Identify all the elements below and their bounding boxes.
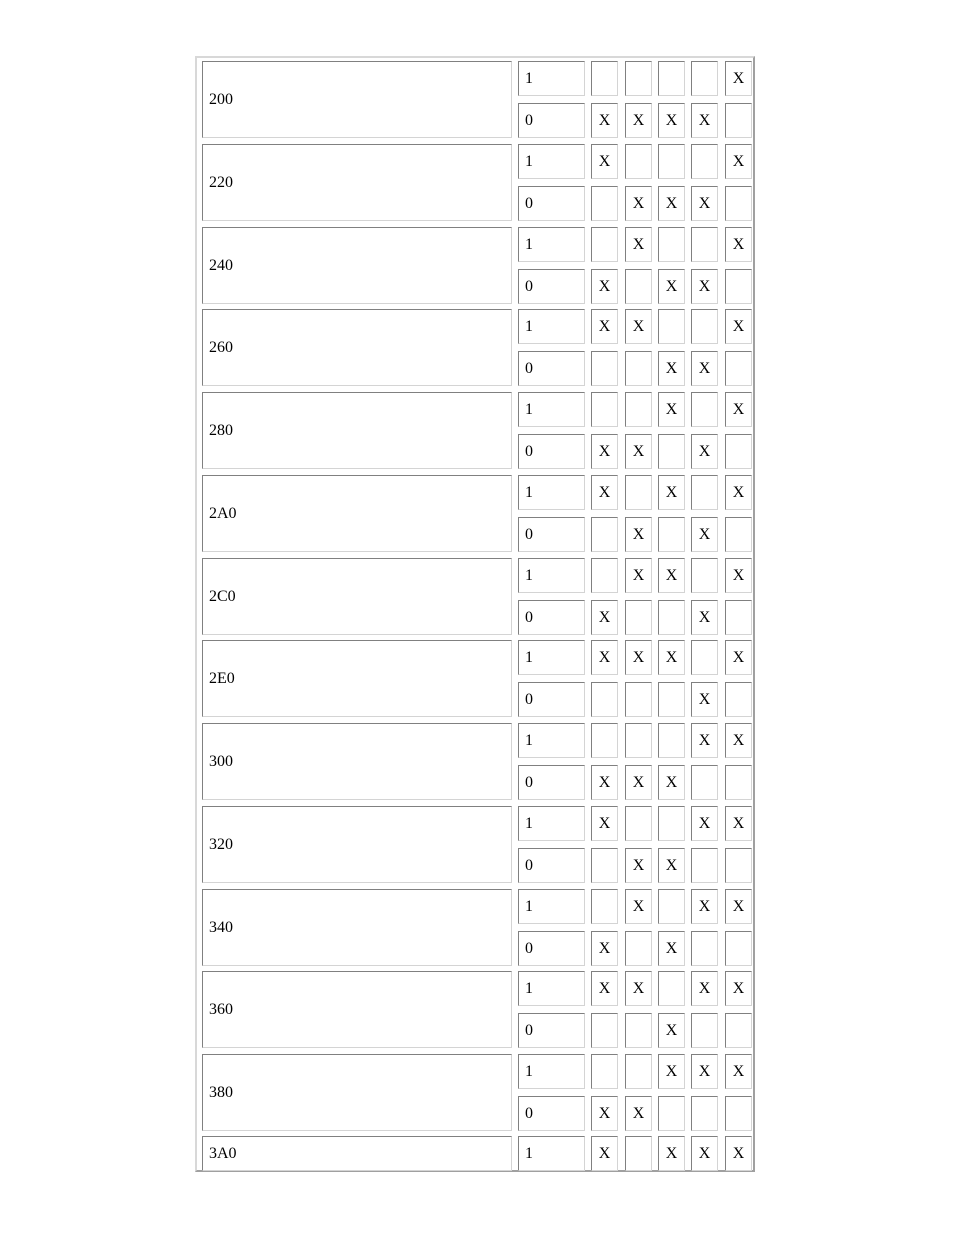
mark-cell-text: X — [698, 525, 711, 543]
bit-cell-1-text: 1 — [525, 1144, 533, 1162]
mark-cell — [625, 309, 652, 344]
mark-cell-text: X — [732, 317, 745, 335]
mark-cell-text: X — [732, 152, 745, 170]
mark-cell — [725, 227, 752, 262]
bit-cell-1 — [518, 889, 585, 924]
mark-cell — [625, 682, 652, 717]
mark-cell — [691, 434, 718, 469]
mark-cell — [691, 475, 718, 510]
mark-cell — [725, 1054, 752, 1089]
mark-cell — [591, 186, 618, 221]
mark-cell — [658, 1054, 685, 1089]
mark-cell — [591, 1054, 618, 1089]
bit-cell-1 — [518, 61, 585, 96]
mark-cell-text: X — [732, 731, 745, 749]
mark-cell — [658, 889, 685, 924]
bit-cell-1 — [518, 640, 585, 675]
mark-cell-text: X — [598, 939, 611, 957]
mark-cell — [625, 765, 652, 800]
mark-cell — [725, 1096, 752, 1131]
mark-cell — [658, 931, 685, 966]
address-cell — [202, 475, 512, 552]
bit-cell-0-text: 0 — [525, 1104, 533, 1122]
mark-cell — [725, 475, 752, 510]
mark-cell — [591, 61, 618, 96]
bit-cell-0 — [518, 765, 585, 800]
mark-cell — [658, 227, 685, 262]
bit-cell-1-text: 1 — [525, 731, 533, 749]
mark-cell — [691, 1054, 718, 1089]
mark-cell-text: X — [665, 111, 678, 129]
mark-cell — [691, 1096, 718, 1131]
mark-cell — [725, 144, 752, 179]
bit-cell-1 — [518, 227, 585, 262]
mark-cell — [658, 269, 685, 304]
mark-cell — [658, 1136, 685, 1171]
mark-cell — [725, 269, 752, 304]
mark-cell — [691, 269, 718, 304]
address-cell-text: 380 — [209, 1083, 233, 1101]
mark-cell-text: X — [665, 566, 678, 584]
bit-cell-0 — [518, 1096, 585, 1131]
mark-cell — [625, 434, 652, 469]
bit-cell-0-text: 0 — [525, 525, 533, 543]
mark-cell — [625, 61, 652, 96]
mark-cell — [691, 682, 718, 717]
mark-cell-text: X — [598, 483, 611, 501]
mark-cell — [725, 517, 752, 552]
address-cell-text: 240 — [209, 256, 233, 274]
address-cell — [202, 723, 512, 800]
mark-cell — [591, 144, 618, 179]
mark-cell — [591, 971, 618, 1006]
bit-cell-0 — [518, 848, 585, 883]
bit-cell-1-text: 1 — [525, 317, 533, 335]
bit-cell-1-text: 1 — [525, 897, 533, 915]
mark-cell — [591, 269, 618, 304]
bit-cell-0 — [518, 351, 585, 386]
mark-cell-text: X — [632, 235, 645, 253]
mark-cell — [658, 806, 685, 841]
bit-cell-0 — [518, 517, 585, 552]
mark-cell-text: X — [732, 648, 745, 666]
mark-cell — [658, 144, 685, 179]
mark-cell — [691, 558, 718, 593]
mark-cell — [625, 600, 652, 635]
mark-cell — [591, 889, 618, 924]
bit-cell-1-text: 1 — [525, 69, 533, 87]
mark-cell-text: X — [598, 979, 611, 997]
mark-cell-text: X — [665, 1062, 678, 1080]
mark-cell-text: X — [665, 939, 678, 957]
mark-cell-text: X — [732, 483, 745, 501]
bit-cell-0-text: 0 — [525, 442, 533, 460]
mark-cell-text: X — [665, 773, 678, 791]
address-cell — [202, 1054, 512, 1131]
address-cell-text: 200 — [209, 90, 233, 108]
mark-cell — [591, 475, 618, 510]
mark-cell-text: X — [632, 525, 645, 543]
mark-cell — [691, 971, 718, 1006]
mark-cell — [725, 848, 752, 883]
mark-cell-text: X — [632, 773, 645, 791]
mark-cell — [625, 889, 652, 924]
mark-cell-text: X — [698, 690, 711, 708]
mark-cell — [658, 186, 685, 221]
mark-cell-text: X — [698, 731, 711, 749]
bit-cell-1-text: 1 — [525, 979, 533, 997]
bit-cell-0 — [518, 103, 585, 138]
bit-cell-0-text: 0 — [525, 1021, 533, 1039]
mark-cell — [591, 723, 618, 758]
mark-cell — [691, 392, 718, 427]
mark-cell-text: X — [732, 979, 745, 997]
bit-cell-1 — [518, 971, 585, 1006]
mark-cell — [658, 309, 685, 344]
mark-cell — [658, 558, 685, 593]
address-cell-text: 340 — [209, 918, 233, 936]
mark-cell — [625, 103, 652, 138]
mark-cell — [658, 971, 685, 1006]
mark-cell-text: X — [732, 814, 745, 832]
mark-cell — [625, 1013, 652, 1048]
mark-cell-text: X — [598, 317, 611, 335]
mark-cell — [658, 351, 685, 386]
mark-cell — [691, 1013, 718, 1048]
mark-cell — [691, 848, 718, 883]
address-cell — [202, 227, 512, 304]
address-cell — [202, 889, 512, 966]
bit-cell-0-text: 0 — [525, 690, 533, 708]
bit-cell-1-text: 1 — [525, 566, 533, 584]
bit-cell-1-text: 1 — [525, 235, 533, 253]
mark-cell — [591, 103, 618, 138]
mark-cell — [591, 640, 618, 675]
mark-cell — [658, 723, 685, 758]
mark-cell — [725, 186, 752, 221]
mark-cell — [591, 1013, 618, 1048]
mark-cell — [625, 806, 652, 841]
mark-cell-text: X — [732, 400, 745, 418]
mark-cell — [691, 931, 718, 966]
mark-cell — [725, 1013, 752, 1048]
mark-cell — [725, 558, 752, 593]
mark-cell — [691, 61, 718, 96]
mark-cell — [725, 806, 752, 841]
mark-cell-text: X — [698, 359, 711, 377]
mark-cell-text: X — [698, 979, 711, 997]
mark-cell — [691, 227, 718, 262]
mark-cell — [658, 61, 685, 96]
mark-cell — [625, 144, 652, 179]
mark-cell-text: X — [632, 111, 645, 129]
mark-cell — [691, 144, 718, 179]
mark-cell-text: X — [665, 648, 678, 666]
mark-cell-text: X — [698, 194, 711, 212]
mark-cell-text: X — [665, 359, 678, 377]
mark-cell — [691, 517, 718, 552]
mark-cell — [591, 600, 618, 635]
mark-cell — [725, 931, 752, 966]
mark-cell-text: X — [665, 277, 678, 295]
mark-cell — [725, 309, 752, 344]
mark-cell — [725, 723, 752, 758]
address-cell-text: 2A0 — [209, 504, 237, 522]
mark-cell — [691, 889, 718, 924]
mark-cell — [658, 392, 685, 427]
bit-cell-0-text: 0 — [525, 608, 533, 626]
bit-cell-1-text: 1 — [525, 483, 533, 501]
mark-cell — [691, 806, 718, 841]
bit-cell-1 — [518, 806, 585, 841]
mark-cell — [658, 848, 685, 883]
bit-cell-1-text: 1 — [525, 400, 533, 418]
mark-cell — [625, 971, 652, 1006]
mark-cell-text: X — [632, 194, 645, 212]
mark-cell — [691, 723, 718, 758]
bit-cell-1-text: 1 — [525, 1062, 533, 1080]
address-cell-text: 300 — [209, 752, 233, 770]
mark-cell — [591, 682, 618, 717]
mark-cell-text: X — [632, 648, 645, 666]
address-cell-text: 2C0 — [209, 587, 236, 605]
bit-cell-0 — [518, 682, 585, 717]
mark-cell-text: X — [598, 277, 611, 295]
mark-cell-text: X — [598, 442, 611, 460]
mark-cell-text: X — [665, 483, 678, 501]
mark-cell — [591, 931, 618, 966]
mark-cell-text: X — [598, 648, 611, 666]
mark-cell — [691, 351, 718, 386]
mark-cell — [591, 434, 618, 469]
bit-cell-1 — [518, 475, 585, 510]
address-cell — [202, 309, 512, 386]
bit-cell-1 — [518, 309, 585, 344]
bit-cell-0 — [518, 1013, 585, 1048]
bit-cell-0 — [518, 600, 585, 635]
bit-cell-1 — [518, 558, 585, 593]
address-cell-text: 280 — [209, 421, 233, 439]
mark-cell-text: X — [698, 277, 711, 295]
mark-cell — [658, 475, 685, 510]
address-cell — [202, 971, 512, 1048]
mark-cell-text: X — [665, 400, 678, 418]
mark-cell — [725, 765, 752, 800]
address-cell — [202, 144, 512, 221]
mark-cell-text: X — [632, 317, 645, 335]
mark-cell-text: X — [665, 856, 678, 874]
mark-cell — [691, 640, 718, 675]
address-cell-text: 220 — [209, 173, 233, 191]
mark-cell — [725, 351, 752, 386]
mark-cell-text: X — [598, 152, 611, 170]
mark-cell — [658, 600, 685, 635]
mark-cell-text: X — [598, 608, 611, 626]
bit-cell-0 — [518, 931, 585, 966]
mark-cell-text: X — [665, 194, 678, 212]
mark-cell-text: X — [698, 897, 711, 915]
mark-cell-text: X — [632, 566, 645, 584]
mark-cell — [691, 1136, 718, 1171]
mark-cell — [691, 186, 718, 221]
address-cell-text: 260 — [209, 338, 233, 356]
mark-cell — [658, 682, 685, 717]
mark-cell-text: X — [732, 69, 745, 87]
mark-cell — [591, 1096, 618, 1131]
mark-cell — [625, 558, 652, 593]
mark-cell — [625, 1136, 652, 1171]
mark-cell — [591, 227, 618, 262]
mark-cell-text: X — [698, 814, 711, 832]
address-cell-text: 2E0 — [209, 669, 235, 687]
mark-cell — [725, 61, 752, 96]
mark-cell-text: X — [632, 897, 645, 915]
mark-cell — [625, 351, 652, 386]
bit-cell-0 — [518, 186, 585, 221]
bit-cell-1 — [518, 1054, 585, 1089]
mark-cell — [625, 1054, 652, 1089]
mark-cell-text: X — [598, 1104, 611, 1122]
mark-cell — [625, 1096, 652, 1131]
address-cell-text: 320 — [209, 835, 233, 853]
mark-cell — [725, 600, 752, 635]
address-cell-text: 3A0 — [209, 1144, 237, 1162]
mark-cell — [725, 640, 752, 675]
bit-cell-0-text: 0 — [525, 111, 533, 129]
mark-cell-text: X — [632, 1104, 645, 1122]
mark-cell-text: X — [698, 442, 711, 460]
mark-cell — [591, 392, 618, 427]
bit-cell-1 — [518, 1136, 585, 1171]
address-cell — [202, 61, 512, 138]
mark-cell — [725, 1136, 752, 1171]
mark-cell-text: X — [665, 1021, 678, 1039]
mark-cell — [625, 186, 652, 221]
mark-cell-text: X — [698, 1062, 711, 1080]
mark-cell — [591, 1136, 618, 1171]
bit-cell-0-text: 0 — [525, 939, 533, 957]
address-cell — [202, 558, 512, 635]
mark-cell-text: X — [698, 111, 711, 129]
mark-cell-text: X — [732, 235, 745, 253]
mark-cell — [591, 848, 618, 883]
mark-cell-text: X — [598, 111, 611, 129]
mark-cell — [625, 848, 652, 883]
mark-cell — [625, 475, 652, 510]
bit-cell-1 — [518, 144, 585, 179]
mark-cell — [591, 351, 618, 386]
address-cell — [202, 1136, 512, 1171]
mark-cell — [725, 971, 752, 1006]
bit-cell-0 — [518, 269, 585, 304]
mark-cell-text: X — [665, 1144, 678, 1162]
bit-cell-1 — [518, 392, 585, 427]
mark-cell — [591, 517, 618, 552]
mark-cell — [691, 309, 718, 344]
mark-cell — [658, 517, 685, 552]
address-cell-text: 360 — [209, 1000, 233, 1018]
mark-cell-text: X — [732, 1062, 745, 1080]
mark-cell — [658, 1096, 685, 1131]
mark-cell — [691, 600, 718, 635]
mark-cell — [591, 806, 618, 841]
mark-cell — [725, 392, 752, 427]
mark-cell — [625, 227, 652, 262]
bit-cell-0 — [518, 434, 585, 469]
bit-cell-0-text: 0 — [525, 856, 533, 874]
mark-cell — [658, 434, 685, 469]
mark-cell — [725, 103, 752, 138]
mark-cell-text: X — [632, 856, 645, 874]
mark-cell-text: X — [698, 1144, 711, 1162]
mark-cell — [591, 558, 618, 593]
bit-cell-1 — [518, 723, 585, 758]
address-cell — [202, 640, 512, 717]
bit-cell-1-text: 1 — [525, 814, 533, 832]
mark-cell-text: X — [732, 897, 745, 915]
bit-cell-0-text: 0 — [525, 773, 533, 791]
mark-cell — [725, 889, 752, 924]
bit-cell-0-text: 0 — [525, 277, 533, 295]
mark-cell — [658, 765, 685, 800]
mark-cell-text: X — [698, 608, 711, 626]
bit-cell-1-text: 1 — [525, 152, 533, 170]
mark-cell-text: X — [732, 1144, 745, 1162]
mark-cell — [691, 765, 718, 800]
mark-cell — [625, 269, 652, 304]
mark-cell — [725, 434, 752, 469]
mark-cell — [591, 765, 618, 800]
bit-cell-1-text: 1 — [525, 648, 533, 666]
mark-cell — [591, 309, 618, 344]
address-cell — [202, 806, 512, 883]
mark-cell-text: X — [598, 1144, 611, 1162]
mark-cell — [625, 723, 652, 758]
mark-cell — [625, 517, 652, 552]
mark-cell — [625, 392, 652, 427]
bit-cell-0-text: 0 — [525, 359, 533, 377]
mark-cell — [658, 1013, 685, 1048]
mark-cell — [625, 931, 652, 966]
mark-cell-text: X — [632, 442, 645, 460]
address-cell — [202, 392, 512, 469]
mark-cell-text: X — [632, 979, 645, 997]
mark-cell — [625, 640, 652, 675]
mark-cell-text: X — [598, 773, 611, 791]
mark-cell — [725, 682, 752, 717]
mark-cell — [658, 103, 685, 138]
mark-cell-text: X — [732, 566, 745, 584]
mark-cell — [691, 103, 718, 138]
mark-cell-text: X — [598, 814, 611, 832]
bit-cell-0-text: 0 — [525, 194, 533, 212]
mark-cell — [658, 640, 685, 675]
